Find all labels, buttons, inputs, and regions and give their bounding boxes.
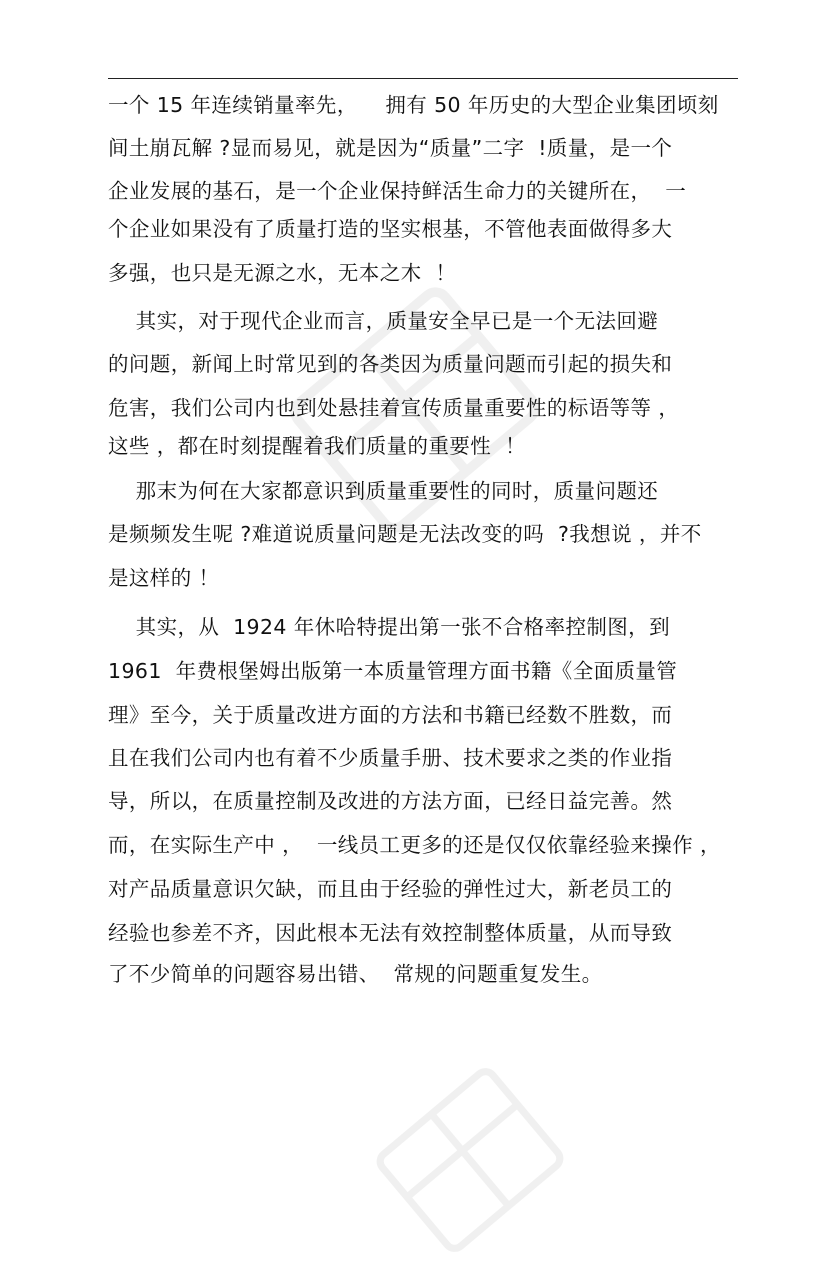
text-line: 导，所以，在质量控制及改进的方法方面，已经日益完善。然 [108,789,673,813]
text-line: 企业发展的基石，是一个企业保持鲜活生命力的关键所在， 一 [108,179,687,203]
text-line: 且在我们公司内也有着不少质量手册、技术要求之类的作业指 [108,746,673,770]
text-line: 是频频发生呢 ?难道说质量问题是无法改变的吗 ?我想说 ，并不 [108,522,702,546]
text-line: 经验也参差不齐，因此根本无法有效控制整体质量，从而导致 [108,921,673,945]
text-line: 理》至今，关于质量改进方面的方法和书籍已经数不胜数，而 [108,703,673,727]
text-line: 的问题，新闻上时常见到的各类因为质量问题而引起的损失和 [108,352,673,376]
text-line: 而，在实际生产中 ， 一线员工更多的还是仅仅依靠经验来操作 ， [108,833,721,857]
watermark-icon [350,1040,590,1280]
text-line: 多强，也只是无源之水，无本之木 ！ [108,261,457,285]
text-line: 间土崩瓦解 ?显而易见，就是因为“质量”二字 !质量，是一个 [108,136,673,160]
text-line: 一个 15 年连续销量率先， 拥有 50 年历史的大型企业集团顷刻 [108,93,719,117]
text-line: 1961 年费根堡姆出版第一本质量管理方面书籍《全面质量管 [108,659,678,683]
text-line: 其实，对于现代企业而言，质量安全早已是一个无法回避 [108,309,659,333]
text-line: 危害，我们公司内也到处悬挂着宣传质量重要性的标语等等 ， [108,396,680,420]
text-line: 那末为何在大家都意识到质量重要性的同时，质量问题还 [108,479,659,503]
header-rule [108,78,738,79]
text-line: 了不少简单的问题容易出错、 常规的问题重复发生。 [108,962,603,986]
text-line: 其实，从 1924 年休哈特提出第一张不合格率控制图，到 [108,615,670,639]
text-line: 个企业如果没有了质量打造的坚实根基，不管他表面做得多大 [108,217,673,241]
text-line: 是这样的 ！ [108,566,220,590]
text-line: 对产品质量意识欠缺，而且由于经验的弹性过大，新老员工的 [108,877,673,901]
text-line: 这些 ，都在时刻提醒着我们质量的重要性 ！ [108,434,526,458]
